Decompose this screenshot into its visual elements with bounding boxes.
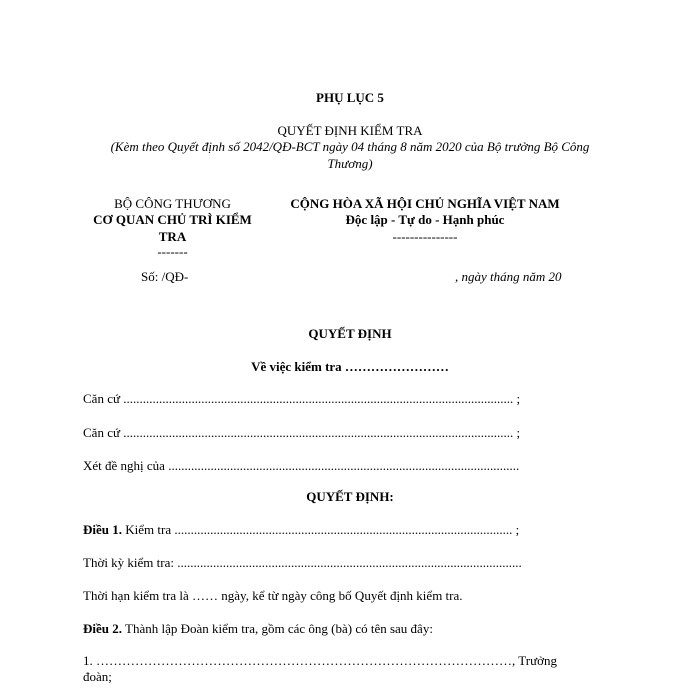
decision-subject: Về việc kiểm tra …………………… xyxy=(251,359,449,374)
document-number: Số: /QĐ- xyxy=(141,269,189,284)
appendix-note-line1: (Kèm theo Quyết định số 2042/QĐ-BCT ngày 04 tháng 8 năm 2020 của Bộ trưởng Bộ Công xyxy=(110,139,590,154)
decision-title: QUYẾT ĐỊNH xyxy=(308,326,392,341)
inspection-period: Thời kỳ kiểm tra: .......................................................................................................... xyxy=(83,555,522,570)
basis-line-2: Căn cứ ........................................................................................................................ ; xyxy=(83,425,521,440)
appendix-note-line2: Thương) xyxy=(327,156,373,171)
decides-heading: QUYẾT ĐỊNH: xyxy=(306,489,394,504)
document-date: , ngày tháng năm 20 xyxy=(455,269,562,284)
national-motto: Độc lập - Tự do - Hạnh phúc xyxy=(345,212,505,227)
article-1-label: Điều 1. xyxy=(83,522,122,537)
article-2-text: Thành lập Đoàn kiểm tra, gồm các ông (bà) có tên sau đây: xyxy=(122,621,433,636)
inspection-duration: Thời hạn kiểm tra là …… ngày, kể từ ngày công bố Quyết định kiểm tra. xyxy=(83,588,463,603)
article-2 xyxy=(83,621,433,637)
member-1-line2: đoàn; xyxy=(83,669,112,684)
article-1-text: Kiểm tra ........................................................................................................ ; xyxy=(122,522,520,537)
appendix-subtitle: QUYẾT ĐỊNH KIỂM TRA xyxy=(277,123,423,138)
ministry-name: BỘ CÔNG THƯƠNG xyxy=(114,196,231,211)
right-divider: --------------- xyxy=(392,229,458,244)
agency-line2: TRA xyxy=(158,229,187,244)
left-divider: ------- xyxy=(157,244,188,259)
agency-line1: CƠ QUAN CHỦ TRÌ KIỂM xyxy=(93,212,252,227)
basis-line-1: Căn cứ ........................................................................................................................ ; xyxy=(83,391,521,406)
member-1-line1: 1. ……………………………………………………………………………………, Trưởng xyxy=(83,653,557,668)
article-2-label: Điều 2. xyxy=(83,621,122,636)
proposal-line: Xét đề nghị của ............................................................................................................ xyxy=(83,458,520,473)
article-1 xyxy=(83,522,519,538)
country-name: CỘNG HÒA XÃ HỘI CHỦ NGHĨA VIỆT NAM xyxy=(290,196,560,211)
appendix-title: PHỤ LỤC 5 xyxy=(316,90,384,105)
